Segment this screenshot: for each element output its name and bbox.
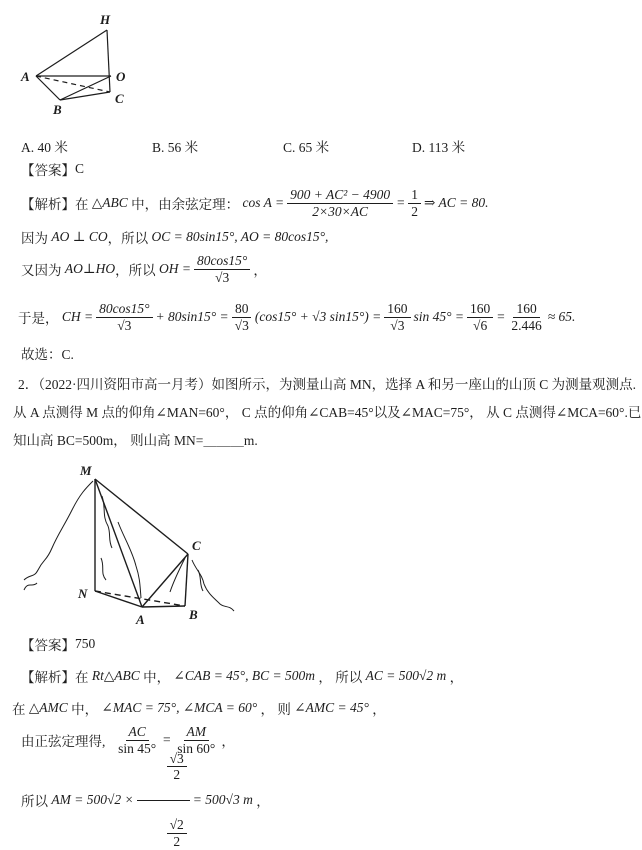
right-mountain-right-flank [192, 560, 234, 611]
s4-frac3-num: 160 [384, 301, 410, 318]
s4-math-4: sin 45° = [413, 309, 465, 324]
s9-nested-fraction [137, 734, 190, 850]
s7-text-4: ， [368, 702, 386, 717]
figure1-label-o: O [116, 69, 126, 84]
s4-fraction-4 [467, 301, 493, 333]
problem2-line1: 2．（2022·四川资阳市高一月考）如图所示，为测量山高 MN，选择 A 和另一座山的山顶 C 为测量观测点. [18, 377, 637, 392]
edge-n-a [95, 591, 142, 607]
option-c: C. 65 米 [283, 140, 330, 155]
s6-math-3: AC = 500√2 m [365, 668, 447, 683]
s1-frac1-den: 2×30×AC [312, 203, 369, 219]
solution2-line3 [21, 720, 235, 760]
figure-problem2-diagram [22, 462, 322, 634]
valley-contour [118, 522, 141, 598]
s6-text-4: ， [446, 670, 464, 685]
s1-frac2-num: 1 [408, 187, 421, 204]
solution1-line3 [21, 249, 267, 289]
figure2-label-b: B [189, 607, 198, 622]
solution1-conclusion: 故选：C. [21, 347, 74, 362]
s1-text-1: 在 [75, 197, 92, 212]
s4-fraction-5 [508, 301, 544, 333]
s9-top-fraction [167, 751, 187, 783]
s6-math-1: Rt△ABC [91, 668, 140, 683]
s4-frac1-num: 80cos15° [96, 301, 152, 318]
s4-text-1: 于是， [18, 311, 62, 326]
answer2-line [21, 634, 95, 654]
s4-frac5-den: 2.446 [511, 317, 542, 333]
s7-text-1: 在 [12, 702, 29, 717]
s8-text-1: 由正弦定理得, [21, 734, 113, 749]
s2-text-2: ，所以 [107, 231, 152, 246]
s7-math-1: △AMC [28, 700, 68, 715]
s9-bottom-num: √2 [167, 817, 187, 834]
s4-math-5: = [496, 309, 506, 324]
s4-frac2-num: 80 [232, 301, 252, 318]
inner-squiggle-near-b [198, 570, 203, 591]
s2-math-2: OC = 80sin15°, AO = 80cos15°, [151, 229, 329, 244]
s3-text-2: ，所以 [115, 263, 159, 278]
s9-math-1: AM = 500√2 × [51, 792, 134, 807]
s1-frac1-num: 900 + AC² − 4900 [287, 187, 393, 204]
s6-text-1: 在 [75, 670, 92, 685]
s1-tail: ⇒ AC = 80. [424, 195, 489, 210]
option-b: B. 56 米 [152, 140, 199, 155]
edge-c-a [142, 554, 188, 607]
s1-math-1: △ABC [91, 195, 128, 210]
solution2-line2 [12, 698, 386, 718]
s8-eq: = [162, 732, 172, 747]
s3-fraction [194, 253, 250, 285]
s6-text-3: ， 所以 [314, 670, 366, 685]
solution2-line4 [21, 750, 270, 849]
figure2-label-a: A [136, 612, 145, 627]
s3-math-2: OH = [158, 261, 191, 276]
figure1-edges [36, 30, 111, 100]
answer1-line [21, 159, 84, 179]
s8-frac1-den: sin 45° [118, 740, 157, 756]
s4-frac5-num: 160 [513, 301, 539, 318]
s4-fraction-2 [232, 301, 252, 333]
figure2-edges [95, 479, 188, 607]
left-foot-squiggle [24, 583, 37, 590]
edge-c-b [185, 554, 188, 606]
option-a: A. 40 米 [21, 140, 68, 155]
options-row [0, 136, 642, 156]
s3-tail: ， [253, 263, 267, 278]
s8-frac2-den: sin 60° [177, 740, 216, 756]
s4-frac1-den: √3 [117, 317, 132, 333]
figure2-mountain-contours [24, 481, 234, 611]
solution1-line2 [21, 227, 328, 247]
s4-fraction-1 [96, 301, 152, 333]
s4-math-2: + 80sin15° = [155, 309, 229, 324]
right-mountain-left-flank [170, 558, 185, 592]
s6-math-2: ∠CAB = 45°, BC = 500m [173, 668, 315, 683]
solution2-line1 [21, 666, 463, 686]
answer1-value: C [75, 161, 85, 176]
s9-math-2: = 500√3 m [192, 792, 253, 807]
s1-eq: = [396, 195, 406, 210]
s4-math-1: CH = [61, 309, 94, 324]
s9-top-num: √3 [167, 751, 187, 768]
edge-a-h [36, 30, 107, 76]
s4-frac3-den: √3 [390, 317, 405, 333]
s3-math-1: AO⊥HO [64, 261, 116, 276]
s4-frac4-den: √6 [473, 317, 488, 333]
s1-fraction-2 [408, 187, 421, 219]
s9-nested-num [137, 734, 190, 800]
s4-math-3: (cos15° + √3 sin15°) = [254, 309, 382, 324]
s3-frac-den: √3 [215, 269, 230, 285]
s7-text-3: ， 则 [257, 702, 295, 717]
answer1-tag: 【答案】 [21, 163, 75, 178]
s9-bottom-den: 2 [173, 833, 181, 849]
figure1-label-h: H [100, 12, 111, 27]
inner-squiggle-near-n [101, 558, 106, 580]
option-d: D. 113 米 [412, 140, 466, 155]
s4-fraction-3 [384, 301, 410, 333]
s8-frac2-num: AM [184, 724, 210, 741]
answer2-value: 750 [75, 636, 96, 651]
s9-text-1: 所以 [21, 794, 52, 809]
figure1-label-c: C [115, 91, 124, 106]
edge-a-b [142, 606, 185, 607]
solution1-line1 [21, 185, 488, 221]
left-mountain-silhouette [24, 481, 93, 580]
figure1-label-b: B [53, 102, 62, 117]
figure1-label-a: A [21, 69, 30, 84]
figure2-label-m: M [80, 463, 92, 478]
analysis1-tag: 【解析】 [21, 197, 75, 212]
s4-frac4-num: 160 [467, 301, 493, 318]
s3-frac-num: 80cos15° [194, 253, 250, 270]
figure2-label-c: C [192, 538, 201, 553]
s7-math-2: ∠MAC = 75°, ∠MCA = 60° [101, 700, 258, 715]
problem2-line3: 知山高 BC=500m， 则山高 MN=＿＿＿m. [13, 433, 258, 448]
edge-n-b-dashed [95, 591, 185, 606]
s2-text-1: 因为 [21, 231, 52, 246]
s4-frac2-den: √3 [234, 317, 249, 333]
s1-math-2: cos A = [242, 195, 285, 210]
s7-text-2: 中， [67, 702, 102, 717]
s3-text-1: 又因为 [21, 263, 65, 278]
solution1-line4 [18, 296, 575, 338]
s2-math-1: AO ⊥ CO [51, 229, 108, 244]
edge-a-b [36, 76, 60, 100]
s1-frac2-den: 2 [411, 203, 419, 219]
s8-frac1-num: AC [126, 724, 149, 741]
edge-h-c [107, 30, 110, 92]
s1-text-2: 中，由余弦定理： [127, 197, 243, 212]
s9-tail: ， [252, 794, 270, 809]
analysis2-tag: 【解析】 [21, 670, 75, 685]
problem2-line2: 从 A 点测得 M 点的仰角∠MAN=60°， C 点的仰角∠CAB=45°以及∠MAC=75°， 从 C 点测得∠MCA=60°.已 [13, 405, 642, 420]
figure2-label-n: N [78, 586, 88, 601]
edge-a-c-dashed [36, 76, 110, 92]
answer2-tag: 【答案】 [21, 638, 75, 653]
s8-tail: ， [221, 734, 235, 749]
figure-problem1-diagram [16, 6, 146, 121]
s9-top-den: 2 [173, 767, 181, 783]
s4-math-6: ≈ 65. [547, 309, 576, 324]
s1-fraction-1 [287, 187, 393, 219]
s9-bottom-fraction [167, 817, 187, 849]
s6-text-2: 中， [139, 670, 174, 685]
s9-nested-den [137, 801, 190, 850]
s7-math-3: ∠AMC = 45° [294, 700, 369, 715]
